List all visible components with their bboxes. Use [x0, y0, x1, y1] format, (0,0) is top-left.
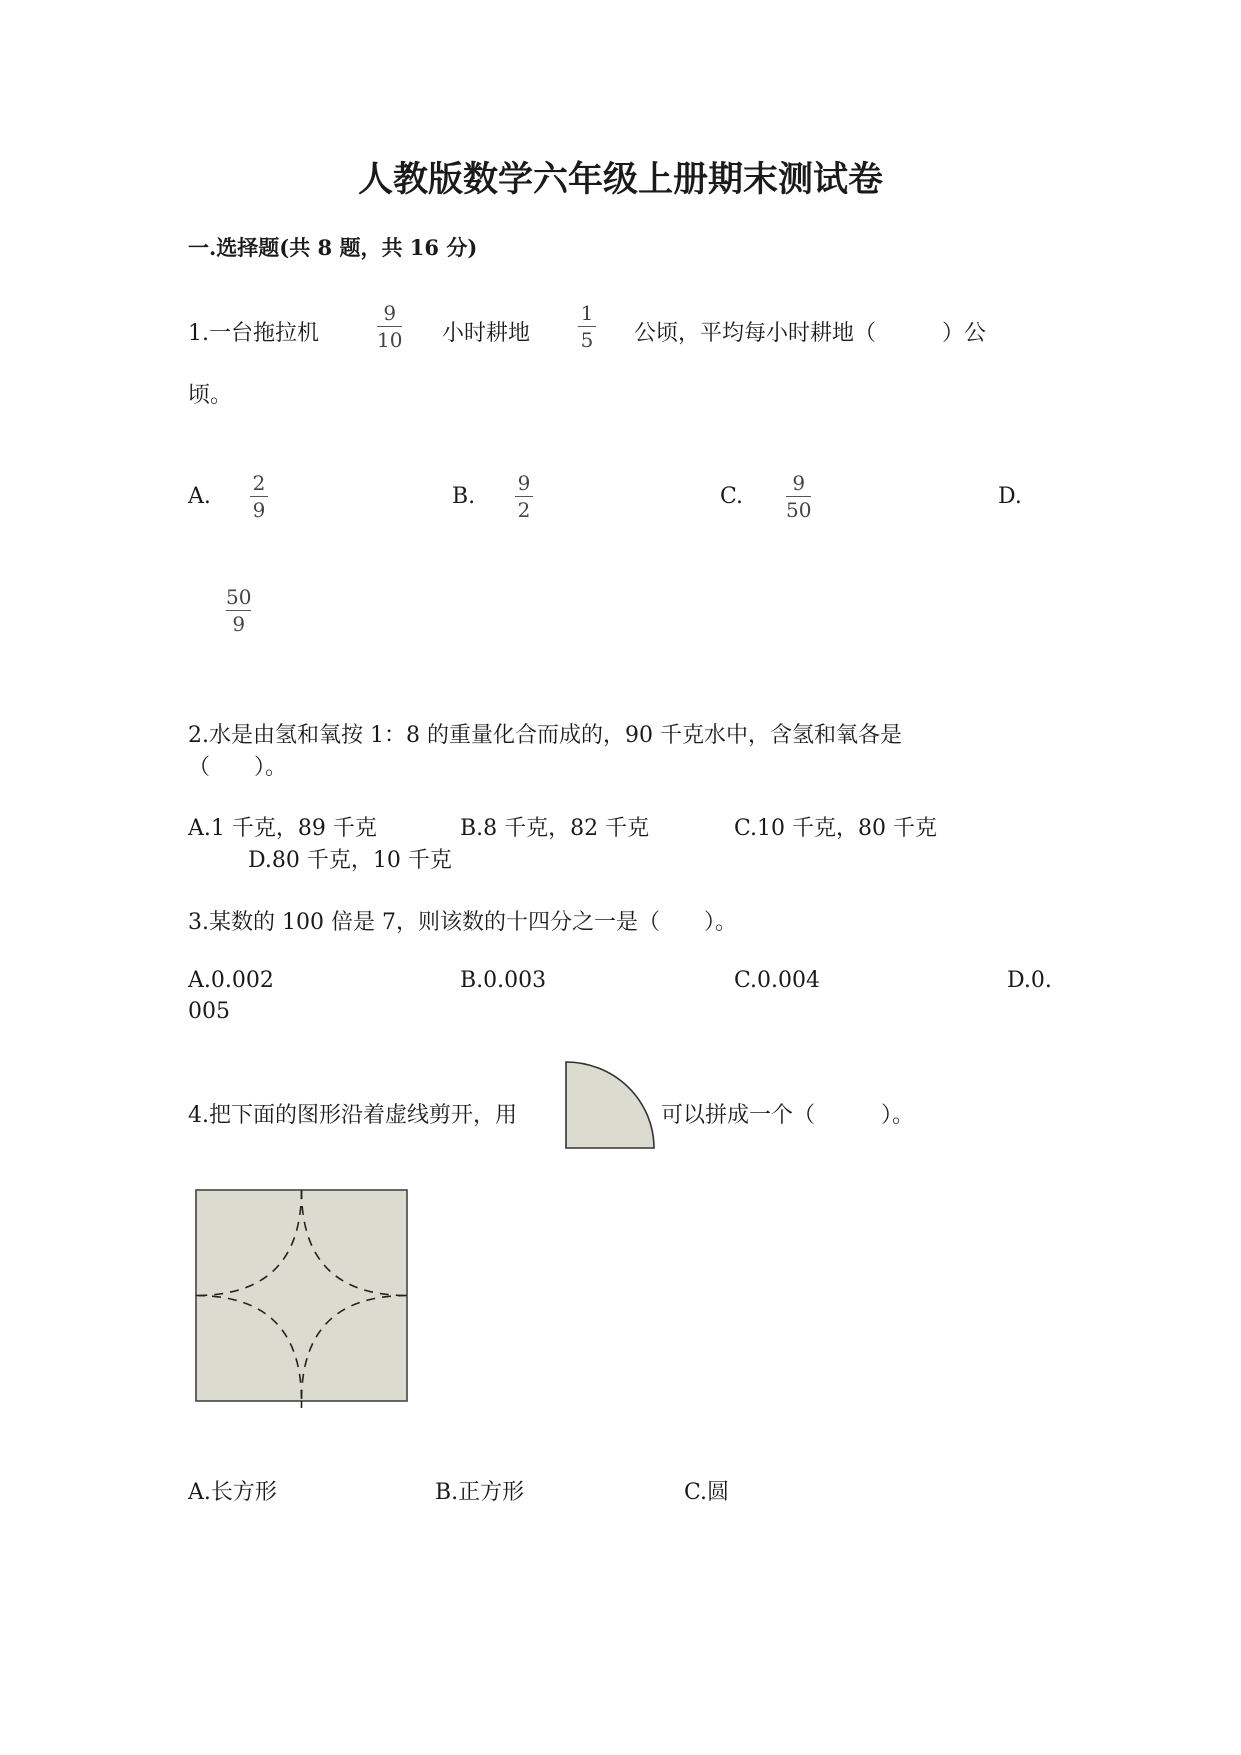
q1-option-a-label: A. — [188, 484, 211, 509]
q4-option-a: A.长方形 — [188, 1480, 277, 1505]
q1-option-c-label: C. — [720, 484, 744, 509]
q2-option-d: D.80 千克，10 千克 — [248, 848, 452, 873]
fraction-denominator: 2 — [517, 498, 531, 522]
q2-text-line1: 2.水是由氢和氧按 1：8 的重量化合而成的，90 千克水中，含氢和氧各是 — [188, 723, 902, 748]
q1-fraction-hours — [377, 302, 402, 351]
fraction-numerator: 9 — [383, 301, 397, 325]
q1-text-part2: 小时耕地 — [442, 321, 531, 346]
fraction-bar — [786, 496, 811, 497]
q2-option-a: A.1 千克，89 千克 — [188, 816, 377, 841]
q2-text-line2: （ ）。 — [188, 755, 288, 780]
q4-text-part1: 4.把下面的图形沿着虚线剪开，用 — [188, 1103, 517, 1128]
q1-option-d-label: D. — [998, 484, 1022, 509]
fraction-denominator: 10 — [377, 328, 403, 352]
q1-option-c-fraction — [786, 472, 811, 521]
q3-option-d-part2: 005 — [188, 999, 230, 1024]
q2-option-b: B.8 千克，82 千克 — [460, 816, 650, 841]
q1-option-b-fraction — [515, 472, 533, 521]
q1-text-part4: 顷。 — [188, 383, 233, 408]
fraction-denominator: 9 — [252, 498, 266, 522]
square-shape — [196, 1190, 407, 1401]
q4-option-b: B.正方形 — [435, 1480, 525, 1505]
fraction-numerator: 1 — [580, 301, 594, 325]
fraction-numerator: 50 — [226, 585, 252, 609]
q1-option-b-label: B. — [452, 484, 476, 509]
fraction-bar — [578, 326, 596, 327]
q2-option-c: C.10 千克，80 千克 — [734, 816, 938, 841]
q3-option-b: B.0.003 — [460, 968, 547, 993]
fraction-bar — [226, 610, 251, 611]
fraction-bar — [377, 326, 402, 327]
page-title: 人教版数学六年级上册期末测试卷 — [357, 159, 883, 200]
q4-text-part2: 可以拼成一个（ ）。 — [661, 1103, 915, 1128]
q1-option-d-fraction — [226, 586, 251, 635]
quarter-circle-figure — [562, 1058, 662, 1152]
q1-text-part3: 公顷，平均每小时耕地（ ）公 — [634, 321, 987, 346]
q3-option-d-part1: D.0. — [1007, 968, 1052, 993]
fraction-denominator: 9 — [232, 612, 246, 636]
section-heading: 一.选择题(共 8 题，共 16 分) — [188, 235, 478, 260]
q3-text: 3.某数的 100 倍是 7，则该数的十四分之一是（ ）。 — [188, 910, 737, 935]
quarter-circle-shape — [566, 1062, 654, 1148]
fraction-bar — [515, 496, 533, 497]
q1-text-part1: 1.一台拖拉机 — [188, 321, 319, 346]
q3-option-c: C.0.004 — [734, 968, 821, 993]
fraction-denominator: 50 — [786, 498, 812, 522]
q1-fraction-hectares — [578, 302, 596, 351]
q4-option-c: C.圆 — [684, 1480, 730, 1505]
q3-option-a: A.0.002 — [188, 968, 274, 993]
fraction-bar — [250, 496, 268, 497]
fraction-numerator: 9 — [517, 471, 531, 495]
square-cut-figure — [194, 1188, 412, 1410]
q1-option-a-fraction — [250, 472, 268, 521]
fraction-numerator: 9 — [792, 471, 806, 495]
fraction-denominator: 5 — [580, 328, 594, 352]
fraction-numerator: 2 — [252, 471, 266, 495]
